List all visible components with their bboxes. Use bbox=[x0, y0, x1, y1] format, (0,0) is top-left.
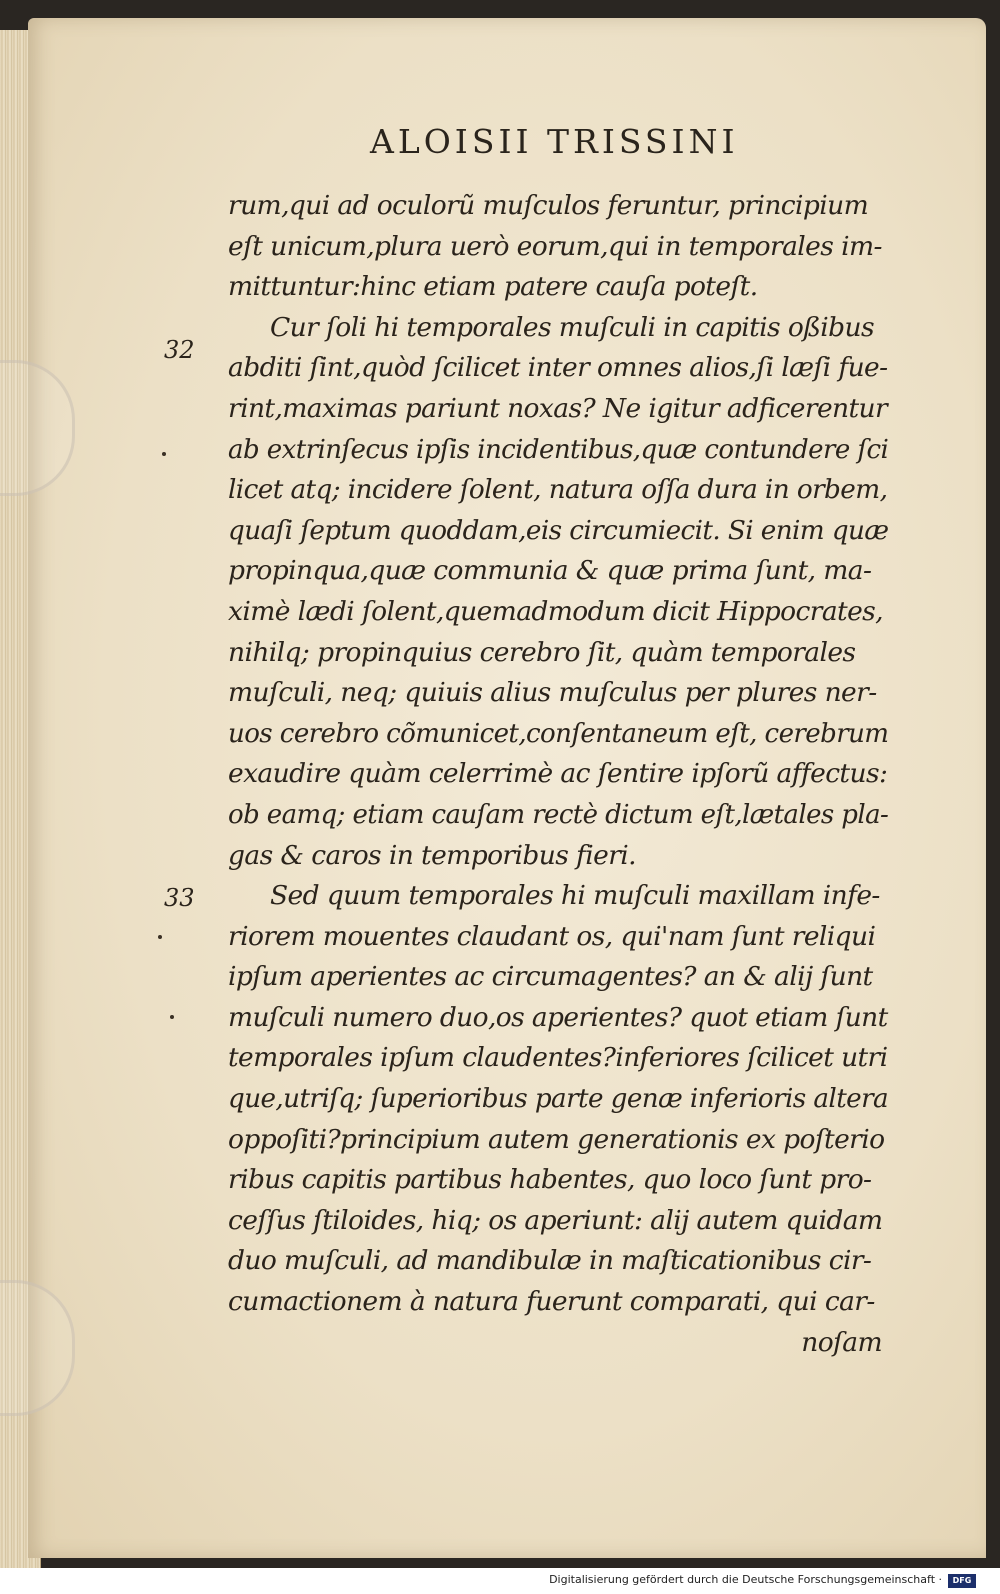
ink-speck bbox=[158, 935, 162, 939]
funding-credit: Digitalisierung gefördert durch die Deutsche Forschungsgemeinschaft · bbox=[549, 1573, 942, 1586]
digitization-footer bbox=[0, 1568, 1000, 1594]
text-line: abditi ſint,quòd ſcilicet inter omnes alios,ſi læſi fue- bbox=[228, 352, 888, 384]
text-line: cumactionem à natura fuerunt comparati, qui car- bbox=[228, 1286, 875, 1318]
text-line: rum,qui ad oculorũ muſculos feruntur, principium bbox=[228, 190, 869, 221]
text-line: que,utriſq; ſuperioribus parte genæ inferioris altera bbox=[228, 1083, 889, 1115]
text-line: Sed quum temporales hi muſculi maxillam infe- bbox=[270, 880, 880, 912]
text-line: Cur ſoli hi temporales muſculi in capitis oßibus bbox=[270, 311, 875, 343]
text-line: nihilq; propinquius cerebro ſit, quàm temporales bbox=[228, 636, 856, 668]
text-line: ribus capitis partibus habentes, quo loco ſunt pro- bbox=[228, 1164, 872, 1196]
ink-speck bbox=[162, 452, 166, 456]
text-line: ximè lædi ſolent,quemadmodum dicit Hippocrates, bbox=[228, 595, 883, 627]
text-line: exaudire quàm celerrimè ac ſentire ipſorũ affectus: bbox=[228, 758, 888, 790]
ink-speck bbox=[170, 1015, 174, 1019]
text-line: ab extrinſecus ipſis incidentibus,quæ contundere ſci bbox=[228, 433, 889, 465]
text-line: rint,maximas pariunt noxas? Ne igitur adficerentur bbox=[228, 392, 888, 424]
margin-number-32: 32 bbox=[164, 336, 195, 364]
text-line: gas & caros in temporibus fieri. bbox=[228, 839, 636, 871]
text-line: muſculi, neq; quiuis alius muſculus per plures ner- bbox=[228, 677, 877, 709]
text-line: ipſum aperientes ac circumagentes? an & alij ſunt bbox=[228, 961, 873, 993]
text-line: quaſi ſeptum quoddam,eis circumiecit. Si enim quæ bbox=[228, 514, 889, 546]
dfg-logo: DFG bbox=[948, 1574, 976, 1588]
text-line: muſculi numero duo,os aperientes? quot etiam ſunt bbox=[228, 1001, 888, 1033]
margin-number-33: 33 bbox=[164, 884, 195, 912]
text-line: ob eamq; etiam cauſam rectè dictum eſt,lætales pla- bbox=[228, 798, 889, 830]
text-line: uos cerebro cõmunicet,conſentaneum eſt, cerebrum bbox=[228, 717, 889, 749]
catchword: noſam bbox=[801, 1326, 882, 1358]
body-text bbox=[228, 186, 888, 1363]
text-line: mittuntur:hinc etiam patere cauſa poteſt. bbox=[228, 271, 758, 303]
text-line: ceſſus ſtiloides, hiq; os aperiunt: alij autem quidam bbox=[228, 1204, 883, 1236]
running-head: ALOISII TRISSINI bbox=[370, 122, 739, 161]
text-line: duo muſculi, ad mandibulæ in maſticationibus cir- bbox=[228, 1245, 872, 1277]
text-line: licet atq; incidere ſolent, natura oſſa dura in orbem, bbox=[228, 474, 888, 506]
text-line: oppoſiti?principium autem generationis ex poſterio bbox=[228, 1123, 885, 1155]
text-line: temporales ipſum claudentes?inferiores ſcilicet utri bbox=[228, 1042, 888, 1074]
text-line: eſt unicum,plura uerò eorum,qui in temporales im- bbox=[228, 230, 882, 262]
text-line: riorem mouentes claudant os, qui'nam ſunt reliqui bbox=[228, 920, 876, 952]
text-line: propinqua,quæ communia & quæ prima ſunt, ma- bbox=[228, 555, 872, 587]
